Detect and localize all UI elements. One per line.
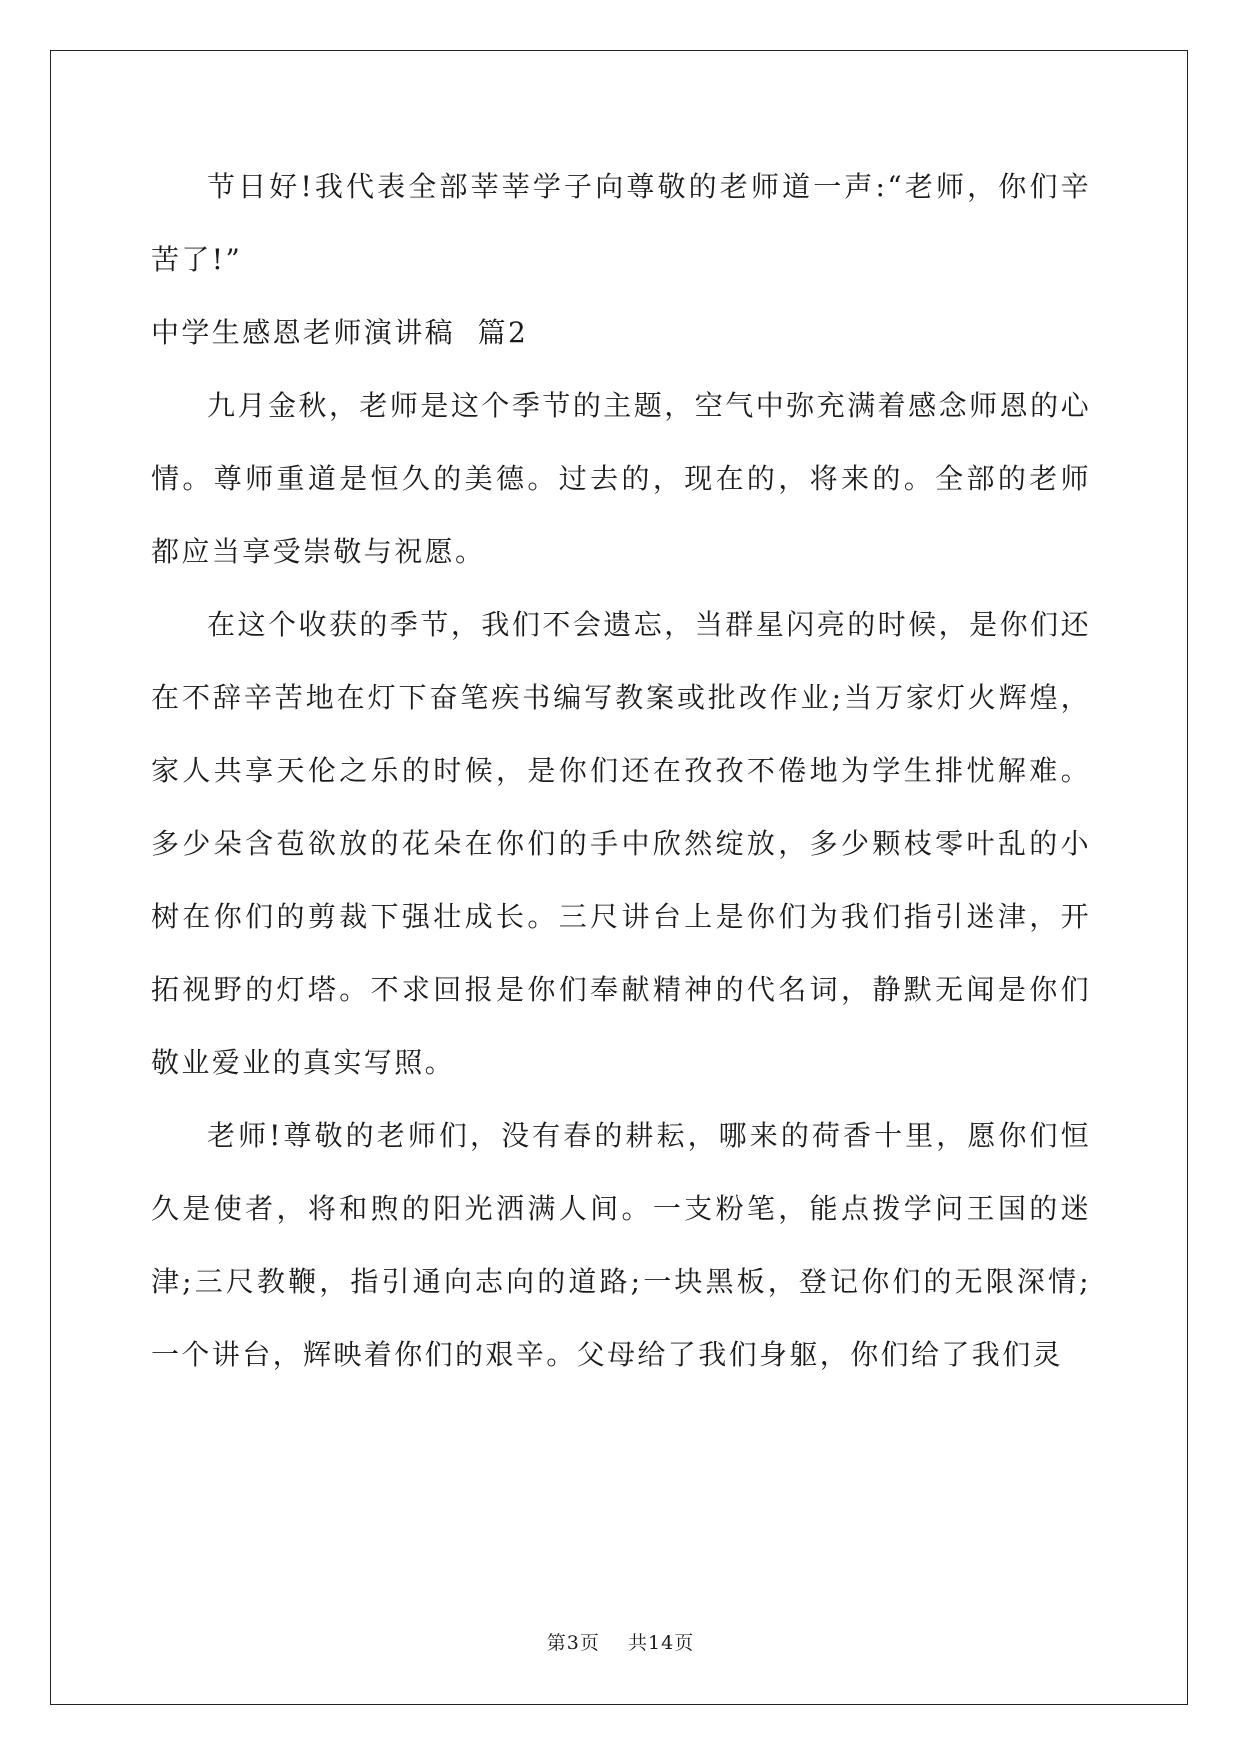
document-body	[151, 150, 1091, 1391]
section-heading: 中学生感恩老师演讲稿 篇2	[151, 316, 529, 349]
page-number-footer: 第3页 共14页	[546, 1632, 695, 1654]
paragraph: 节日好!我代表全部莘莘学子向尊敬的老师道一声:“老师，你们辛苦了!”	[151, 170, 1091, 276]
paragraph: 在这个收获的季节，我们不会遗忘，当群星闪亮的时候，是你们还在不辞辛苦地在灯下奋笔疾书编写教案或批改作业;当万家灯火辉煌，家人共享天伦之乐的时候，是你们还在孜孜不倦地为学生排忧解难。多少朵含苞欲放的花朵在你们的手中欣然绽放，多少颗枝零叶乱的小树在你们的剪裁下强壮成长。三尺讲台上是你们为我们指引迷津，开拓视野的灯塔。不求回报是你们奉献精神的代名词，静默无闻是你们敬业爱业的真实写照。	[151, 608, 1091, 1079]
paragraph: 老师!尊敬的老师们，没有春的耕耘，哪来的荷香十里，愿你们恒久是使者，将和煦的阳光洒满人间。一支粉笔，能点拨学问王国的迷津;三尺教鞭，指引通向志向的道路;一块黑板，登记你们的无限深情;一个讲台，辉映着你们的艰辛。父母给了我们身躯，你们给了我们灵	[151, 1119, 1091, 1371]
paragraph: 九月金秋，老师是这个季节的主题，空气中弥充满着感念师恩的心情。尊师重道是恒久的美德。过去的，现在的，将来的。全部的老师都应当享受崇敬与祝愿。	[151, 389, 1091, 568]
